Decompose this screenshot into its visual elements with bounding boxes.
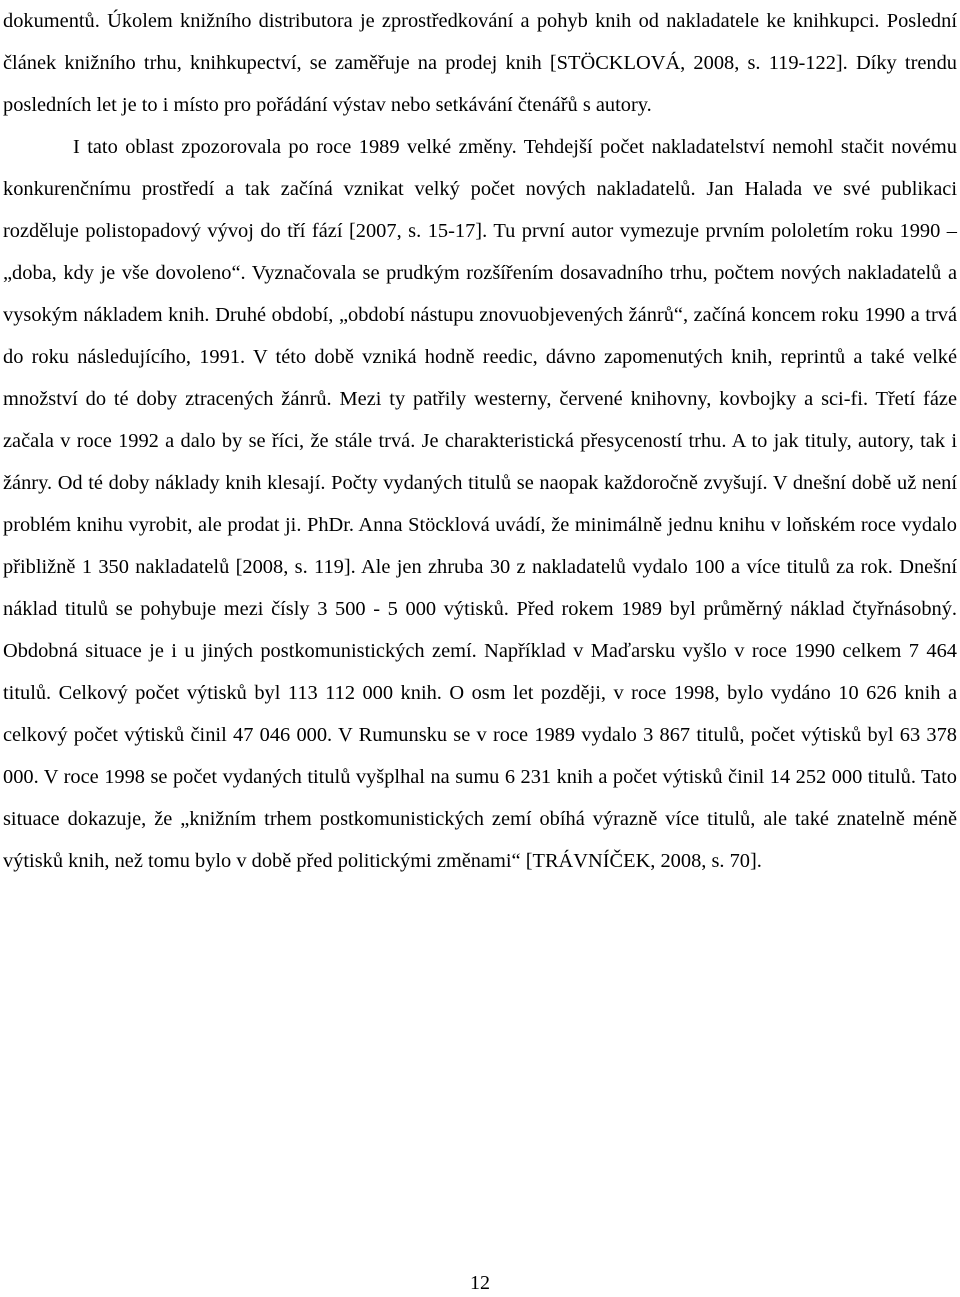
page-number: 12: [470, 1272, 490, 1294]
paragraph-continuation: dokumentů. Úkolem knižního distributora je zprostředkování a pohyb knih od nakladatele ke knihkupci. Poslední článek knižního trhu, knihkupectví, se zaměřuje na prodej knih [STÖCKLOVÁ, 2008, s. 119-122]. Díky trendu posledních let je to i místo pro pořádání výstav nebo setkávání čtenářů s autory.: [3, 10, 957, 116]
body-text: [3, 0, 957, 882]
paragraph-market-changes: I tato oblast zpozorovala po roce 1989 velké změny. Tehdejší počet nakladatelství nemohl stačit novému konkurenčnímu prostředí a tak začíná vznikat velký počet nových nakladatelů. Jan Halada ve své publikaci rozděluje polistopadový vývoj do tří fází [2007, s. 15-17]. Tu první autor vymezuje prvním pololetím roku 1990 – „doba, kdy je vše dovoleno“. Vyznačovala se prudkým rozšířením dosavadního trhu, počtem nových nakladatelů a vysokým nákladem knih. Druhé období, „období nástupu znovuobjevených žánrů“, začíná koncem roku 1990 a trvá do roku následujícího, 1991. V této době vzniká hodně reedic, dávno zapomenutých knih, reprintů a také velké množství do té doby ztracených žánrů. Mezi ty patřily westerny, červené knihovny, kovbojky a sci-fi. Třetí fáze začala v roce 1992 a dalo by se říci, že stále trvá. Je charakteristická přesyceností trhu. A to jak tituly, autory, tak i žánry. Od té doby náklady knih klesají. Počty vydaných titulů se naopak každoročně zvyšují. V dnešní době už není problém knihu vyrobit, ale prodat ji. PhDr. Anna Stöcklová uvádí, že minimálně jednu knihu v loňském roce vydalo přibližně 1 350 nakladatelů [2008, s. 119]. Ale jen zhruba 30 z nakladatelů vydalo 100 a více titulů za rok. Dnešní náklad titulů se pohybuje mezi čísly 3 500 - 5 000 výtisků. Před rokem 1989 byl průměrný náklad čtyřnásobný. Obdobná situace je i u jiných postkomunistických zemí. Například v Maďarsku vyšlo v roce 1990 celkem 7 464 titulů. Celkový počet výtisků byl 113 112 000 knih. O osm let později, v roce 1998, bylo vydáno 10 626 knih a celkový počet výtisků činil 47 046 000. V Rumunsku se v roce 1989 vydalo 3 867 titulů, počet výtisků byl 63 378 000. V roce 1998 se počet vydaných titulů vyšplhal na sumu 6 231 knih a počet výtisků činil 14 252 000 titulů. Tato situace dokazuje, že „knižním trhem postkomunistických zemí obíhá výrazně více titulů, ale také znatelně méně výtisků knih, než tomu bylo v době před politickými změnami“ [TRÁVNÍČEK, 2008, s. 70].: [3, 136, 957, 872]
